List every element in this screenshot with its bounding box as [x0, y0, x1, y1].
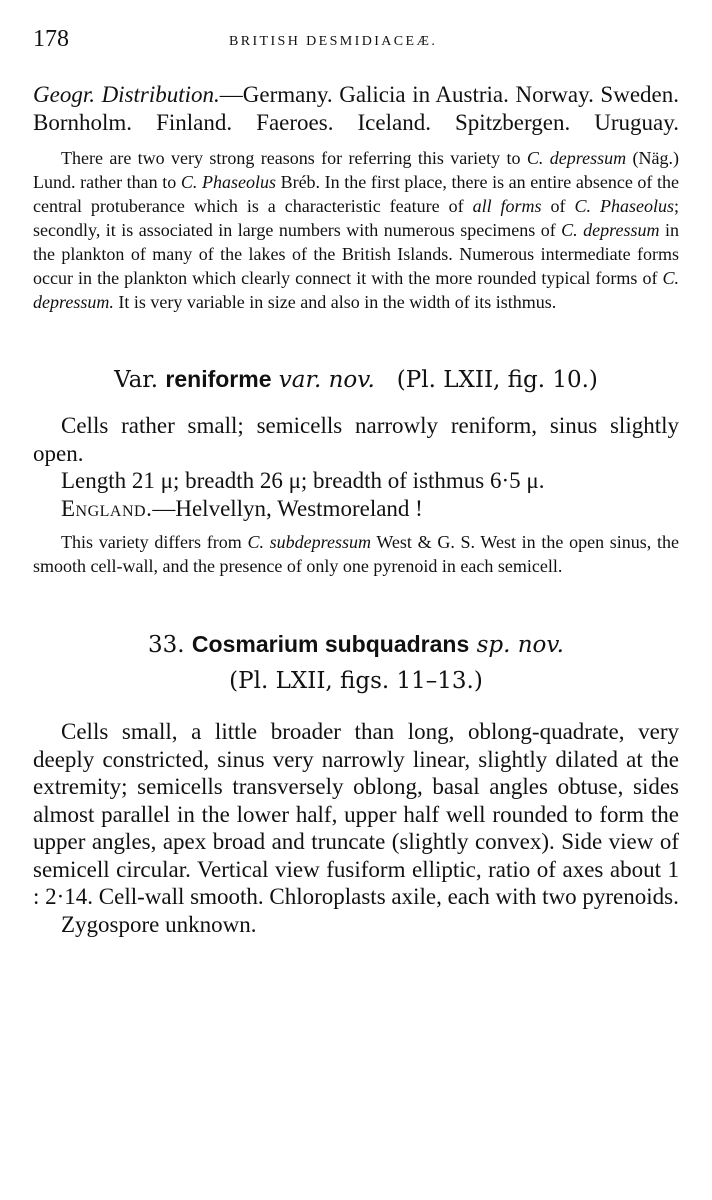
species-name: Cosmarium subquadrans: [191, 631, 470, 657]
species-status: sp. nov.: [469, 632, 564, 658]
variety-measurements: Length 21 μ; breadth 26 μ; breadth of isthmus 6·5 μ.: [61, 468, 545, 493]
remarks-text: It is very variable in size and also in the width of its isthmus.: [113, 292, 557, 312]
taxon-name: C. depressum: [526, 148, 627, 168]
variety-status: var. nov.: [271, 367, 375, 393]
note-text: This variety differs from: [61, 532, 248, 552]
variety-locality: [33, 495, 679, 523]
note-text: West & G. S. West in the open sinus, the smooth cell-wall, and the presence of only one pyrenoid in each semicell.: [33, 532, 679, 576]
species-plate-reference: (Pl. LXII, figs. 11–13.): [229, 668, 483, 694]
distribution-paragraph: [33, 81, 679, 136]
remarks-text: ; secondly, it is associated in large numbers with numerous specimens of: [33, 196, 679, 240]
page-number: 178: [33, 26, 69, 52]
zygospore-note: Zygospore unknown.: [61, 911, 257, 937]
plate-reference: (Pl. LXII, fig. 10.): [396, 367, 598, 393]
emphasis-text: all forms: [472, 196, 542, 216]
taxon-name: C. subdepressum: [247, 532, 371, 552]
remarks-text: (Näg.) Lund. rather than to: [33, 148, 679, 192]
distribution-label: Geogr. Distribution.: [33, 82, 220, 107]
taxon-name: C. Phaseolus: [180, 172, 276, 192]
taxon-name: C. depressum.: [33, 268, 679, 312]
taxon-name: C. depressum: [561, 220, 660, 240]
running-head: BRITISH DESMIDIACEÆ.: [229, 34, 438, 49]
remarks-text: Bréb. In the first place, there is an entire absence of the central protuberance which is a characteristic feature of: [33, 172, 679, 216]
variety-heading: [33, 365, 679, 394]
remarks-text: There are two very strong reasons for referring this variety to: [61, 148, 527, 168]
remarks-text: of: [541, 196, 575, 216]
variety-name: reniforme: [165, 366, 272, 392]
variety-note: [33, 530, 679, 578]
taxon-name: C. Phaseolus: [574, 196, 674, 216]
species-heading: [33, 630, 679, 659]
locality-text: —Helvellyn, Westmoreland !: [152, 495, 423, 521]
page: [33, 26, 679, 938]
distribution-text: —Germany. Galicia in Austria. Norway. Sweden. Bornholm. Finland. Faeroes. Iceland. Spitzbergen. Uruguay.: [33, 82, 679, 135]
remarks-text: in the plankton of many of the lakes of the British Islands. Numerous intermediate forms occur in the plankton which clearly connect it with the more rounded typical forms of: [33, 220, 679, 288]
variety-remarks: [33, 146, 679, 314]
variety-prefix: Var.: [114, 367, 166, 393]
locality-label: England.: [61, 495, 153, 521]
variety-description: Cells rather small; semicells narrowly reniform, sinus slightly open.: [33, 413, 679, 466]
page-header: [33, 26, 679, 60]
species-description: Cells small, a little broader than long, oblong-quadrate, very deeply constricted, sinus very narrowly linear, slightly dilated at the extremity; semicells transversely oblong, basal angles obtuse, sides almost parallel in the lower half, upper half well rounded to form the upper angles, apex broad and truncate (slightly convex). Side view of semicell circular. Vertical view fusiform elliptic, ratio of axes about 1 : 2·14. Cell-wall smooth. Chloroplasts axile, each with two pyrenoids.: [33, 719, 679, 909]
species-number: 33.: [148, 632, 192, 658]
